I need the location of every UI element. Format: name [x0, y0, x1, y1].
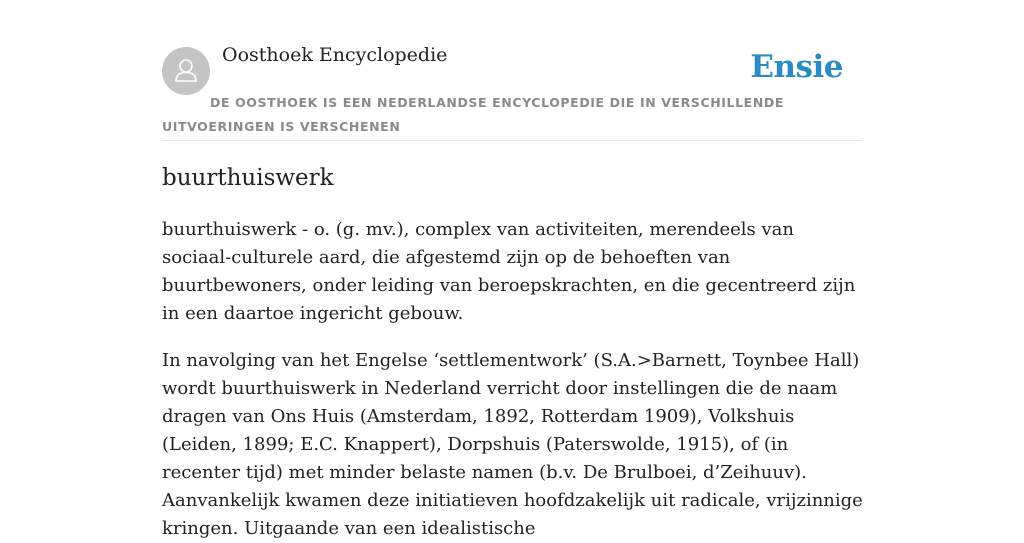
author-tagline: DE OOSTHOEK IS EEN NEDERLANDSE ENCYCLOPEDIE DIE IN VERSCHILLENDE UITVOERINGEN IS VERSCHENEN [162, 95, 784, 134]
header [162, 0, 862, 141]
user-silhouette-icon [162, 47, 210, 95]
article-paragraph: In navolging van het Engelse ‘settlementwork’ (S.A.>Barnett, Toynbee Hall) wordt buurthuiswerk in Nederland verricht door instellingen die de naam dragen van Ons Huis (Amsterdam, 1892, Rotterdam 1909), Volkshuis (Leiden, 1899; E.C. Knappert), Dorpshuis (Paterswolde, 1915), of (in recenter tijd) met minder belaste namen (b.v. De Brulboei, d’Zeihuuv). Aanvankelijk kwamen deze initiatieven hoofdzakelijk uit radicale, vrijzinnige kringen. Uitgaande van een idealistische [162, 350, 863, 539]
article-title: buurthuiswerk [162, 165, 334, 191]
brand-logo[interactable]: Ensie [750, 49, 843, 85]
article [162, 160, 864, 543]
author-avatar[interactable] [162, 47, 210, 95]
article-paragraph: buurthuiswerk - o. (g. mv.), complex van activiteiten, merendeels van sociaal-culturele aard, die afgestemd zijn op de behoeften van buurtbewoners, onder leiding van beroepskrachten, en die gecentreerd zijn in een daartoe ingericht gebouw. [162, 219, 856, 324]
author-name[interactable]: Oosthoek Encyclopedie [222, 44, 448, 66]
